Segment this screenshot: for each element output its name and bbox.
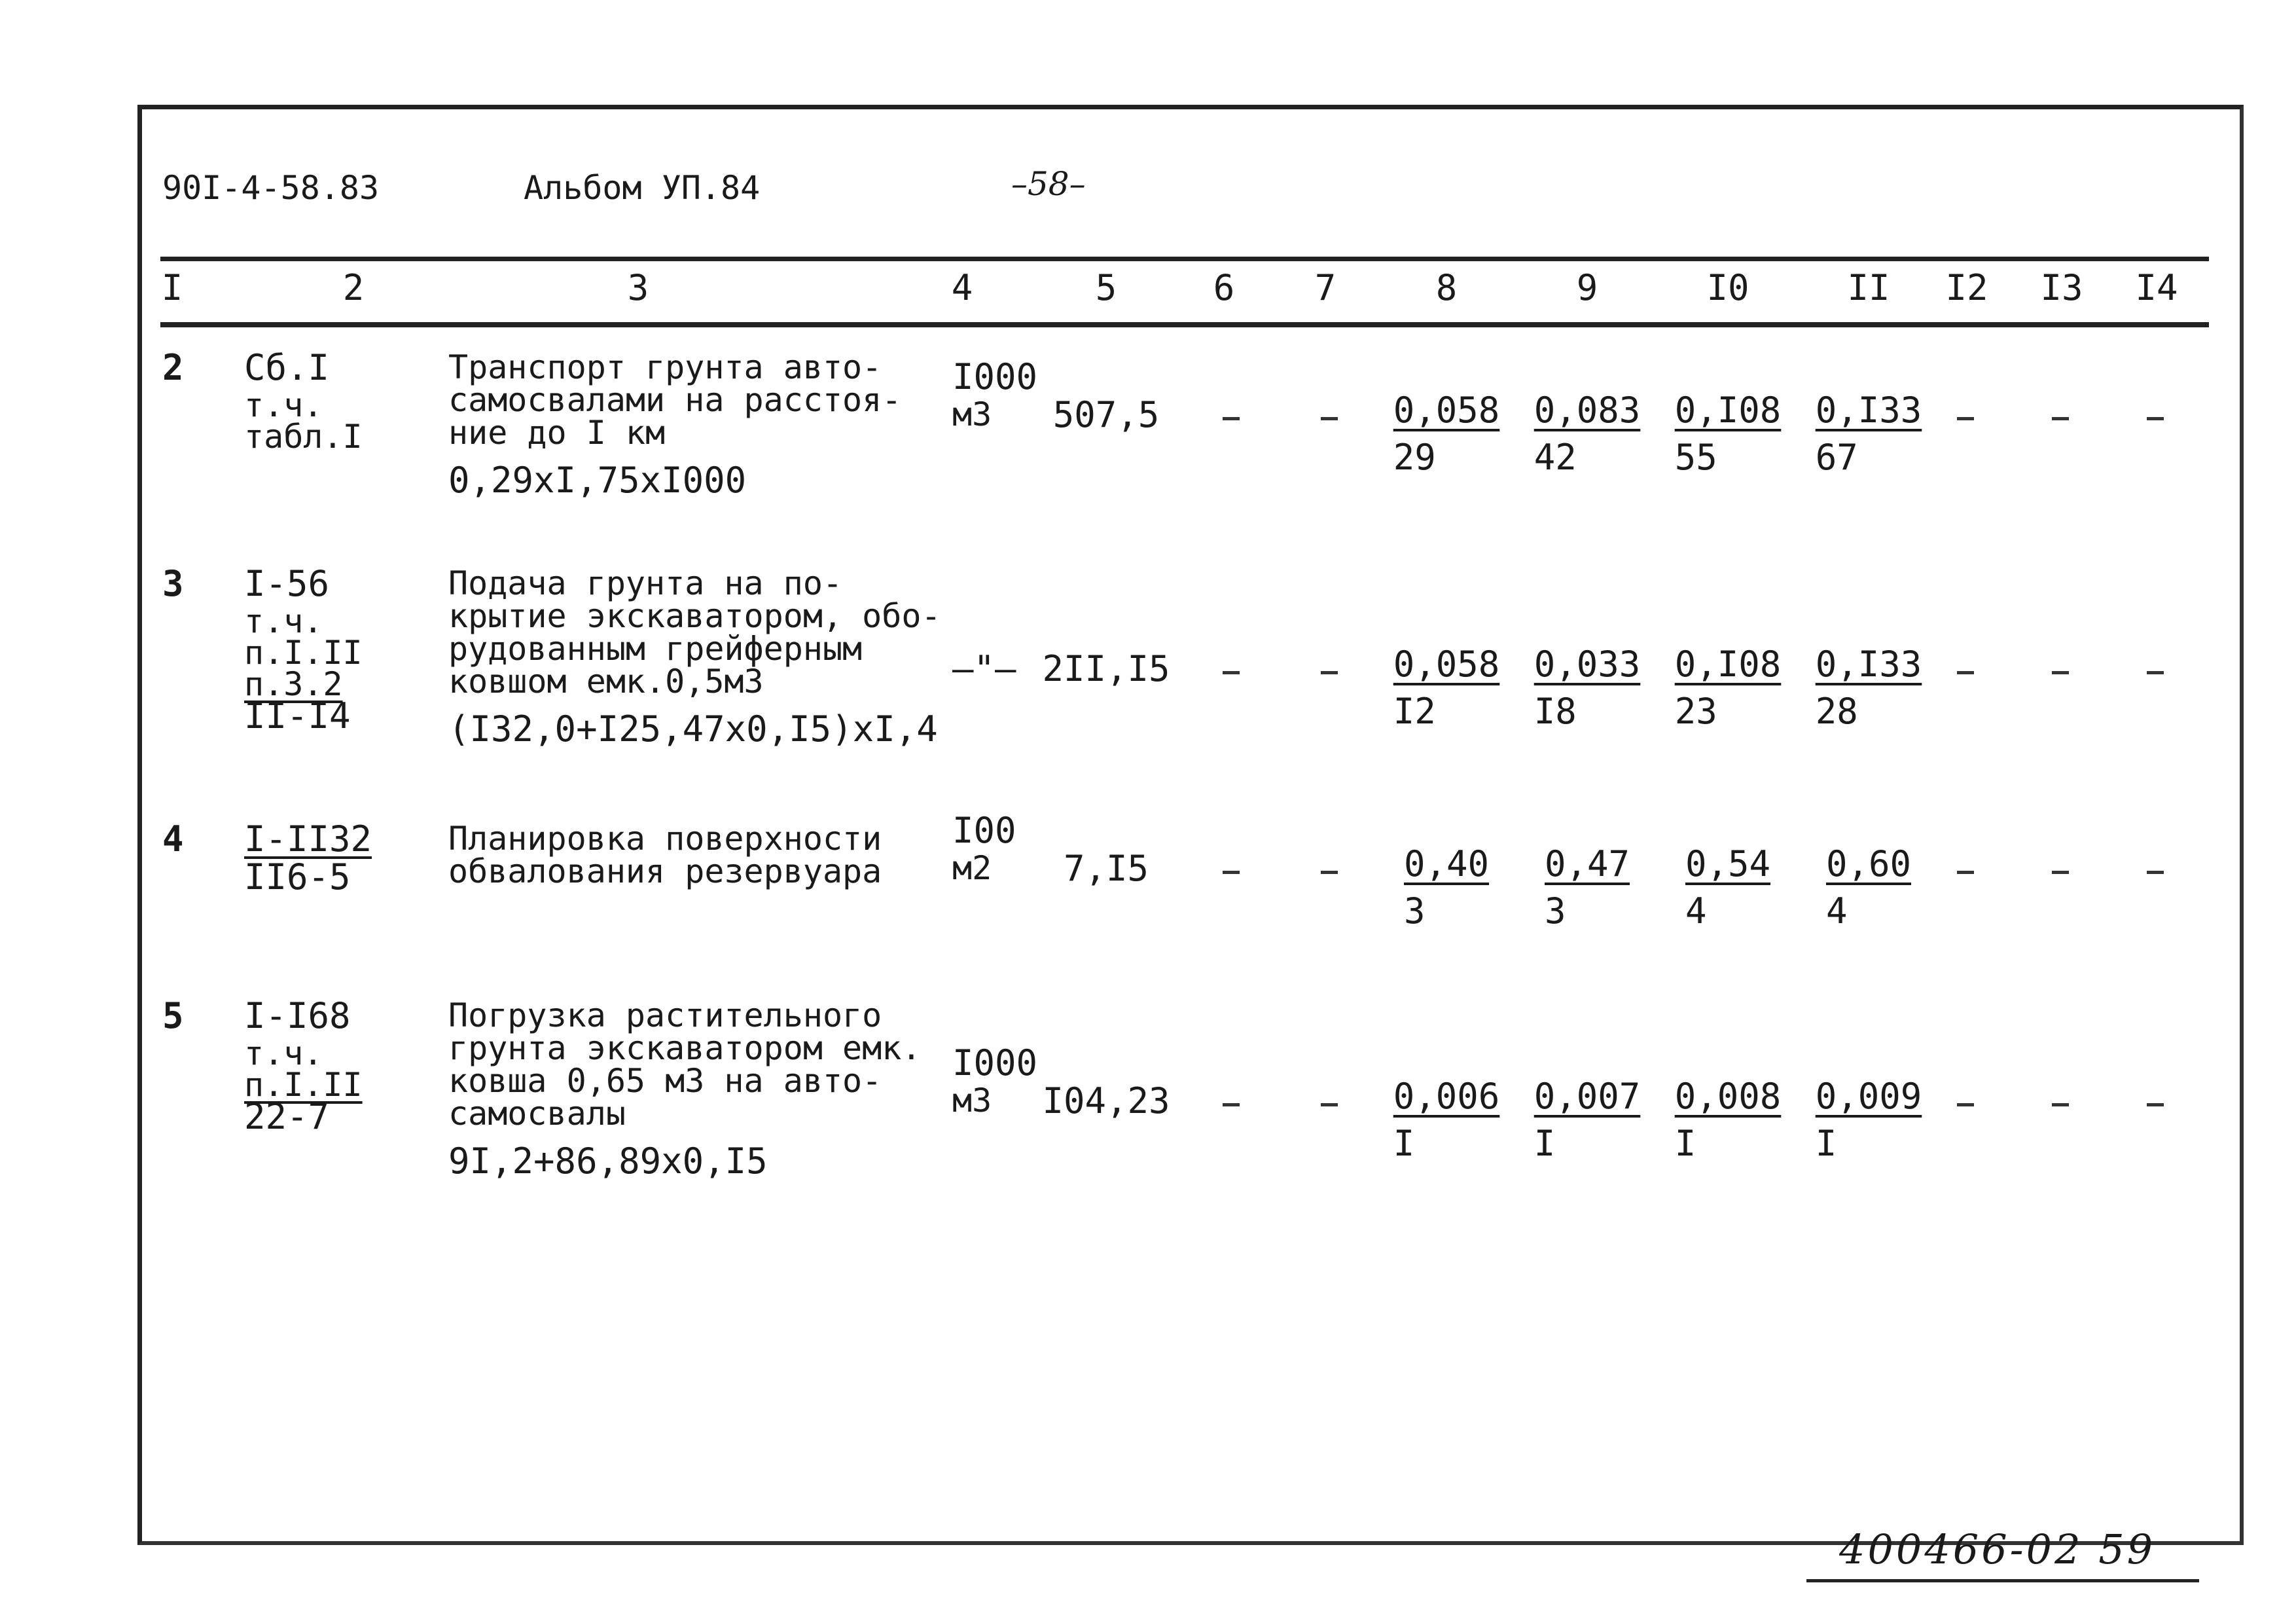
resource-value (1534, 645, 1641, 731)
resource-value (1816, 645, 1922, 731)
empty-dash (2147, 417, 2164, 420)
quantity-value: I04,23 (1042, 1080, 1170, 1121)
quantity-value: 2II,I5 (1042, 648, 1170, 689)
work-description: самосвалы (448, 1095, 626, 1133)
work-description: самосвалами на расстоя- (448, 381, 902, 419)
empty-dash (1223, 417, 1240, 420)
column-number: 6 (1213, 267, 1235, 308)
resource-value (1685, 845, 1770, 931)
resource-value-top: 0,083 (1534, 390, 1641, 431)
archive-stamp: 400466-02 59 (1839, 1525, 2156, 1573)
norm-reference: т.ч. (244, 386, 323, 424)
empty-dash (2147, 871, 2164, 874)
resource-value-bottom: 4 (1685, 890, 1707, 932)
unit-of-measure: –"– (952, 648, 1016, 689)
resource-value-top: 0,I08 (1674, 390, 1782, 431)
column-number: II (1847, 267, 1890, 308)
row-number: 3 (162, 563, 184, 604)
empty-dash (1321, 871, 1338, 874)
resource-value-top: 0,007 (1534, 1076, 1641, 1117)
column-number: I (161, 267, 183, 308)
resource-value (1545, 845, 1630, 931)
empty-dash (2052, 871, 2069, 874)
empty-dash (1223, 871, 1240, 874)
resource-value-bottom: 67 (1815, 437, 1858, 478)
resource-value-top: 0,006 (1393, 1076, 1500, 1117)
resource-value (1534, 1077, 1641, 1163)
resource-value-top: 0,I08 (1674, 644, 1782, 685)
resource-value (1404, 845, 1489, 931)
unit-of-measure: I00 (952, 810, 1016, 851)
work-description: Подача грунта на по- (448, 564, 843, 602)
work-description: Планировка поверхности (448, 820, 882, 858)
quantity-value: 7,I5 (1063, 848, 1149, 889)
empty-dash (1321, 1103, 1338, 1106)
empty-dash (2052, 671, 2069, 674)
header-rule-top (160, 257, 2209, 261)
stamp-underline (1806, 1579, 2199, 1582)
resource-value (1393, 1077, 1500, 1163)
resource-value-bottom: I (1815, 1123, 1837, 1164)
quantity-formula: 0,29xI,75xI000 (448, 460, 747, 501)
norm-reference: п.3.2 (244, 665, 343, 703)
norm-reference: п.I.II (244, 634, 363, 672)
unit-of-measure: м3 (952, 395, 992, 433)
resource-value-bottom: 28 (1815, 691, 1858, 732)
resource-value (1675, 1077, 1782, 1163)
column-number: I0 (1706, 267, 1749, 308)
work-description: ковшом емк.0,5м3 (448, 663, 764, 701)
norm-reference: I-I68 (244, 995, 351, 1036)
resource-value (1393, 391, 1500, 477)
column-number: 3 (627, 267, 649, 308)
quantity-value: 507,5 (1052, 394, 1160, 435)
resource-value-top: 0,033 (1534, 644, 1641, 685)
resource-value (1675, 391, 1782, 477)
resource-value-top: 0,058 (1393, 644, 1500, 685)
resource-value (1675, 645, 1782, 731)
column-number: I2 (1945, 267, 1988, 308)
column-number: 9 (1576, 267, 1598, 308)
resource-value (1534, 391, 1641, 477)
resource-value-top: 0,009 (1815, 1076, 1922, 1117)
row-number: 2 (162, 347, 184, 388)
resource-value-bottom: 29 (1393, 437, 1436, 478)
work-description: рудованным грейферным (448, 630, 863, 668)
empty-dash (1321, 671, 1338, 674)
column-number: I4 (2135, 267, 2178, 308)
unit-of-measure: м3 (952, 1082, 992, 1120)
empty-dash (2147, 671, 2164, 674)
resource-value-bottom: 55 (1674, 437, 1717, 478)
norm-reference: т.ч. (244, 1034, 323, 1072)
resource-value-bottom: 3 (1403, 890, 1426, 932)
norm-reference: II-I4 (244, 695, 351, 737)
work-description: ние до I км (448, 414, 666, 452)
resource-value-bottom: 23 (1674, 691, 1717, 732)
resource-value-top: 0,40 (1403, 843, 1490, 884)
unit-of-measure: м2 (952, 849, 992, 887)
resource-value-bottom: 4 (1825, 890, 1848, 932)
column-number: 2 (342, 267, 365, 308)
norm-reference: п.I.II (244, 1066, 363, 1104)
resource-value (1393, 645, 1500, 731)
norm-reference: 22-7 (244, 1096, 330, 1137)
resource-value (1826, 845, 1911, 931)
empty-dash (2052, 1103, 2069, 1106)
work-description: Погрузка растительного (448, 996, 882, 1034)
norm-reference: Сб.I (244, 347, 330, 388)
resource-value-top: 0,I33 (1815, 644, 1922, 685)
norm-reference: т.ч. (244, 602, 323, 640)
resource-value-bottom: I (1534, 1123, 1556, 1164)
column-number: 8 (1435, 267, 1458, 308)
column-number: 7 (1314, 267, 1336, 308)
empty-dash (1223, 671, 1240, 674)
album-label: Альбом УП.84 (524, 169, 761, 207)
empty-dash (1957, 871, 1974, 874)
resource-value-top: 0,058 (1393, 390, 1500, 431)
resource-value-bottom: I (1393, 1123, 1415, 1164)
empty-dash (1223, 1103, 1240, 1106)
resource-value (1816, 391, 1922, 477)
resource-value-top: 0,54 (1685, 843, 1771, 884)
resource-value-top: 0,60 (1825, 843, 1912, 884)
work-description: грунта экскаватором емк. (448, 1029, 922, 1067)
row-number: 4 (162, 818, 184, 860)
resource-value-bottom: 3 (1544, 890, 1566, 932)
header-rule-bottom (160, 322, 2209, 327)
empty-dash (1957, 1103, 1974, 1106)
empty-dash (1957, 671, 1974, 674)
quantity-formula: 9I,2+86,89x0,I5 (448, 1140, 768, 1182)
empty-dash (1321, 417, 1338, 420)
empty-dash (2147, 1103, 2164, 1106)
resource-value-top: 0,I33 (1815, 390, 1922, 431)
empty-dash (2052, 417, 2069, 420)
resource-value-bottom: I2 (1393, 691, 1436, 732)
norm-reference: I-II32 (244, 818, 372, 860)
resource-value-bottom: I (1674, 1123, 1696, 1164)
resource-value-bottom: 42 (1534, 437, 1577, 478)
work-description: Транспорт грунта авто- (448, 348, 882, 386)
empty-dash (1957, 417, 1974, 420)
resource-value-bottom: I8 (1534, 691, 1577, 732)
work-description: крытие экскаватором, обо- (448, 597, 941, 635)
unit-of-measure: I000 (952, 356, 1038, 397)
resource-value-top: 0,47 (1544, 843, 1630, 884)
work-description: ковша 0,65 м3 на авто- (448, 1062, 882, 1100)
work-description: обвалования резервуара (448, 852, 882, 890)
column-number: I3 (2040, 267, 2083, 308)
resource-value (1816, 1077, 1922, 1163)
norm-reference: табл.I (244, 418, 363, 456)
column-number: 4 (951, 267, 973, 308)
unit-of-measure: I000 (952, 1042, 1038, 1084)
column-number: 5 (1095, 267, 1117, 308)
quantity-formula: (I32,0+I25,47x0,I5)xI,4 (448, 708, 938, 750)
page-number: –58– (1011, 165, 1086, 203)
norm-reference: I-56 (244, 563, 330, 604)
document-code: 90I-4-58.83 (162, 169, 380, 207)
resource-value-top: 0,008 (1674, 1076, 1782, 1117)
row-number: 5 (162, 995, 184, 1036)
norm-reference: II6-5 (244, 856, 351, 898)
